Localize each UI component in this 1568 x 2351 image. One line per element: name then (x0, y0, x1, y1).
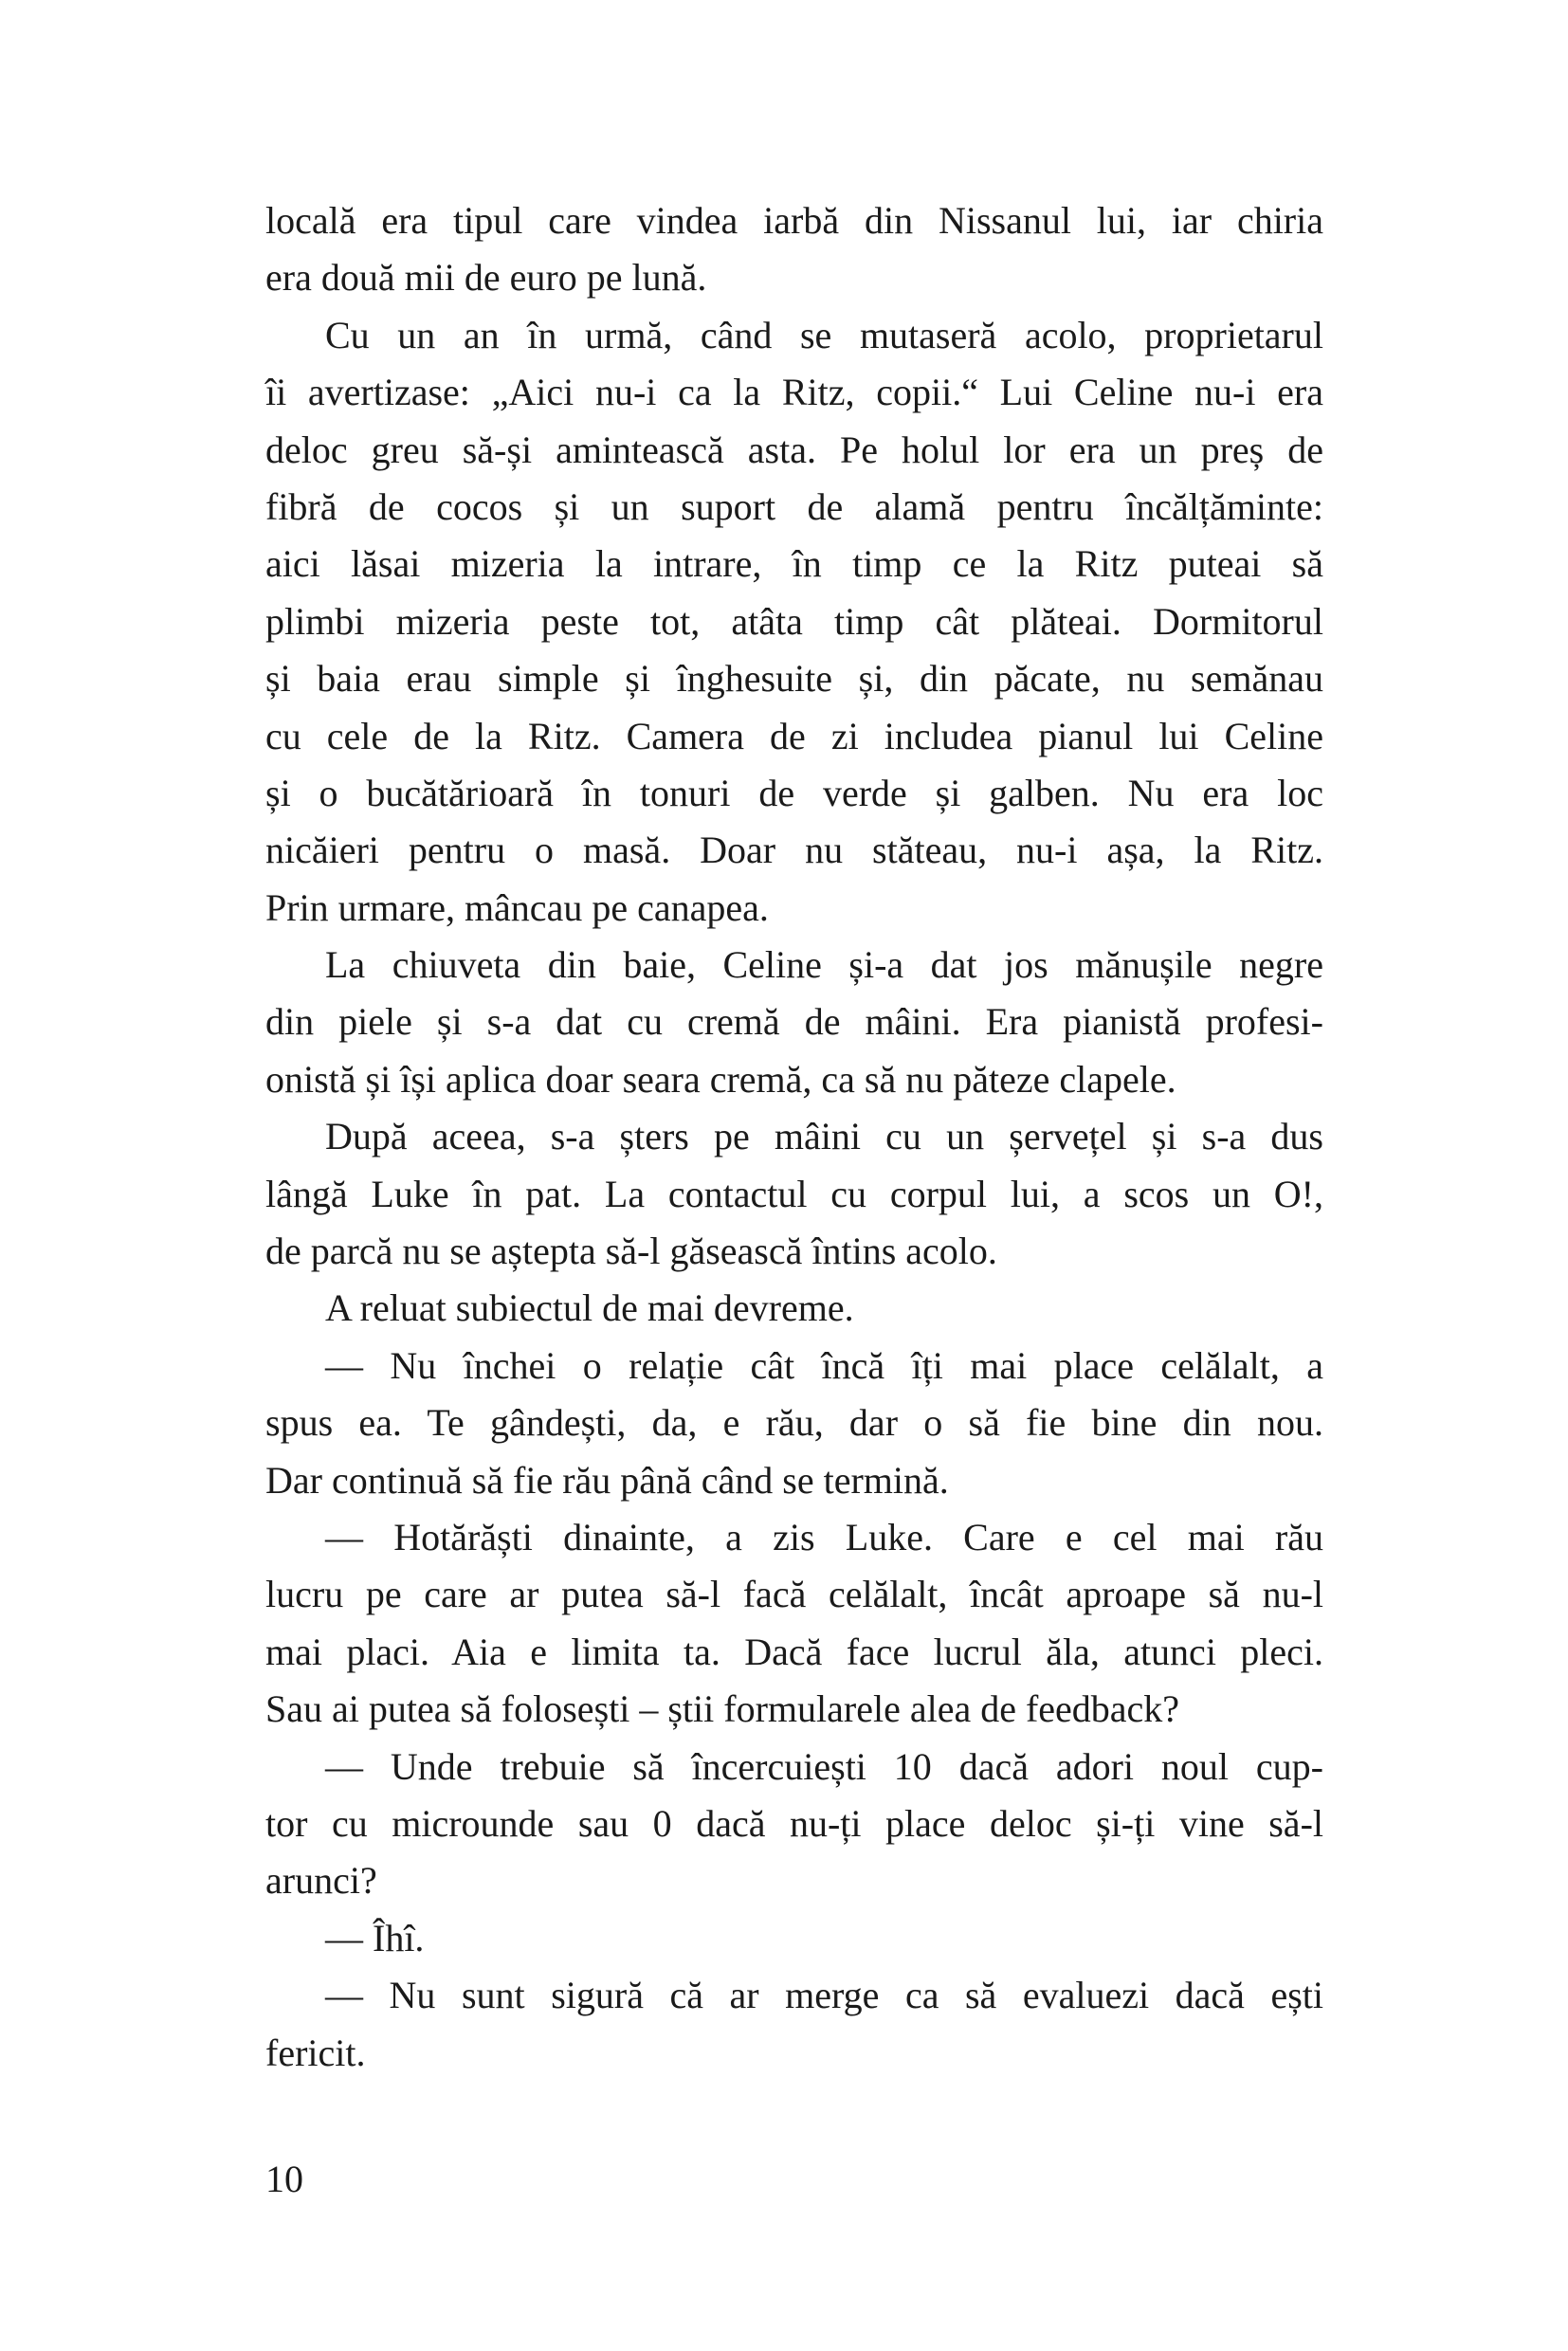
text-line: — Nu sunt sigură că ar merge ca să evaluezi dacă ești (325, 1974, 1323, 2017)
text-line: și baia erau simple și înghesuite și, din păcate, nu semănau (265, 657, 1323, 701)
text-line: aici lăsai mizeria la intrare, în timp ce la Ritz puteai să (265, 542, 1323, 586)
text-line: Dar continuă să fie rău până când se termină. (265, 1458, 949, 1502)
text-line: mai placi. Aia e limita ta. Dacă face lucrul ăla, atunci pleci. (265, 1630, 1323, 1673)
text-line: lucru pe care ar putea să-l facă celălalt, încât aproape să nu-l (265, 1573, 1323, 1616)
text-line: — Îhî. (325, 1916, 425, 1959)
book-page-body-text (265, 192, 1323, 2082)
text-line: lângă Luke în pat. La contactul cu corpul lui, a scos un O!, (265, 1172, 1323, 1215)
text-line: Sau ai putea să folosești – știi formularele alea de feedback? (265, 1687, 1180, 1731)
text-line: plimbi mizeria peste tot, atâta timp cât plăteai. Dormitorul (265, 599, 1323, 643)
text-line: locală era tipul care vindea iarbă din Nissanul lui, iar chiria (265, 199, 1323, 242)
text-line: — Nu închei o relație cât încă îți mai place celălalt, a (325, 1343, 1323, 1387)
text-line: din piele și s-a dat cu cremă de mâini. Era pianistă profesi- (265, 1000, 1323, 1044)
text-line: onistă și își aplica doar seara cremă, ca să nu păteze clapele. (265, 1057, 1176, 1101)
text-line: îi avertizase: „Aici nu-i ca la Ritz, copii.“ Lui Celine nu-i era (265, 371, 1323, 414)
text-line: spus ea. Te gândești, da, e rău, dar o să fie bine din nou. (265, 1401, 1323, 1445)
text-line: A reluat subiectul de mai devreme. (325, 1286, 854, 1330)
text-line: Prin urmare, mâncau pe canapea. (265, 885, 769, 929)
text-line: era două mii de euro pe lună. (265, 256, 707, 300)
text-line: fibră de cocos și un suport de alamă pentru încălțăminte: (265, 484, 1323, 528)
text-line: deloc greu să-și amintească asta. Pe holul lor era un preș de (265, 428, 1323, 471)
text-line: cu cele de la Ritz. Camera de zi includea pianul lui Celine (265, 714, 1323, 757)
text-line: — Unde trebuie să încercuiești 10 dacă adori noul cup- (325, 1744, 1323, 1788)
text-line: — Hotărăști dinainte, a zis Luke. Care e cel mai rău (325, 1515, 1323, 1558)
text-line: La chiuveta din baie, Celine și-a dat jos mănușile negre (325, 943, 1323, 987)
text-line: nicăieri pentru o masă. Doar nu stăteau, nu-i așa, la Ritz. (265, 829, 1323, 872)
text-line: Cu un an în urmă, când se mutaseră acolo, proprietarul (325, 313, 1323, 356)
text-line: După aceea, s-a șters pe mâini cu un șervețel și s-a dus (325, 1115, 1323, 1158)
text-line: și o bucătărioară în tonuri de verde și galben. Nu era loc (265, 771, 1323, 814)
text-line: fericit. (265, 2031, 366, 2074)
text-line: arunci? (265, 1859, 377, 1903)
page-number: 10 (265, 2158, 303, 2200)
text-line: de parcă nu se aștepta să-l găsească întins acolo. (265, 1230, 997, 1273)
text-line: tor cu microunde sau 0 dacă nu-ți place deloc și-ți vine să-l (265, 1801, 1323, 1845)
